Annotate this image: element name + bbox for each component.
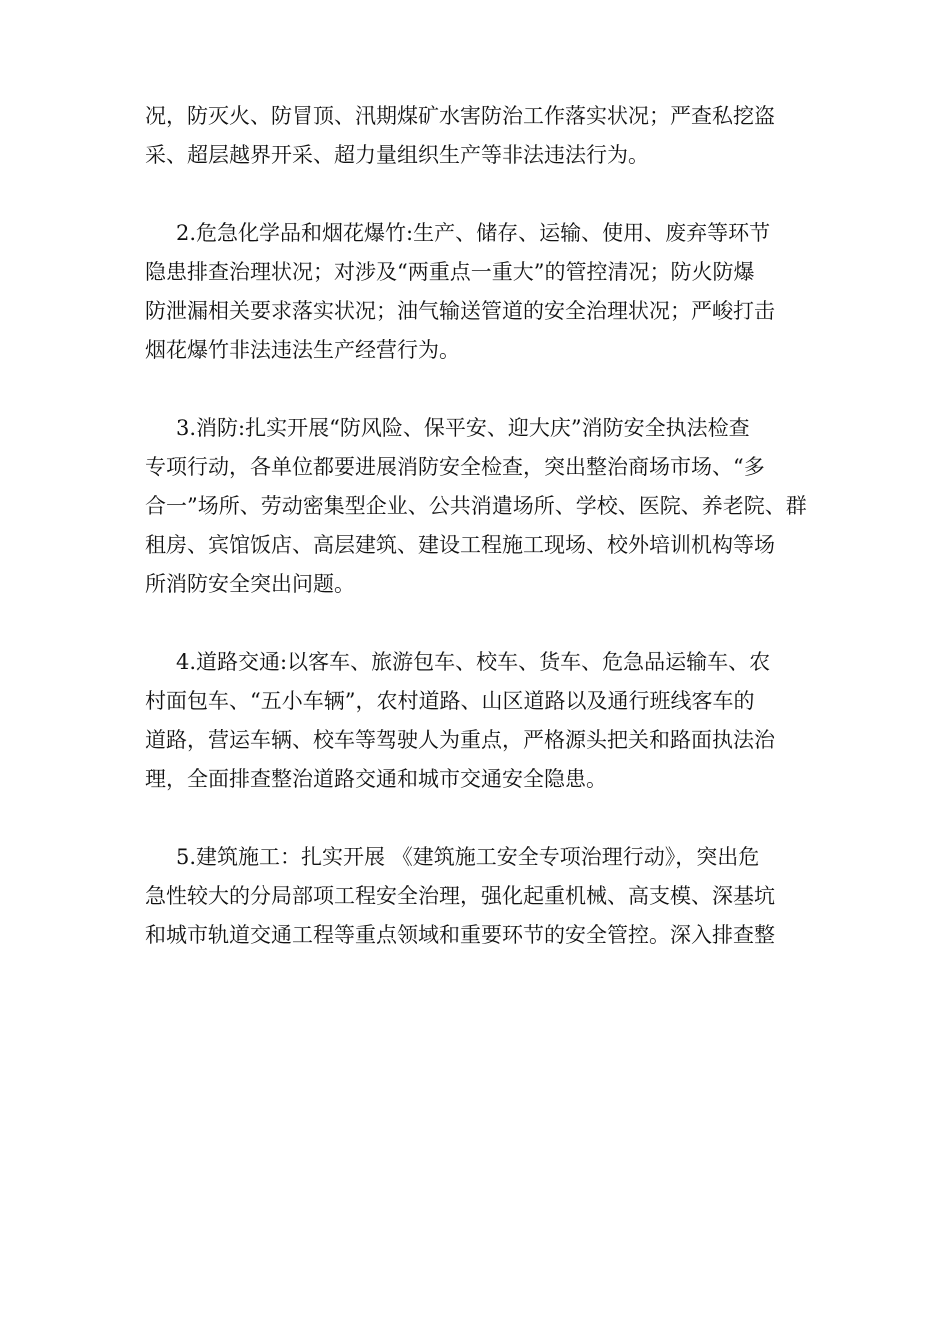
- text-line: 5.建筑施工：扎实开展 《建筑施工安全专项治理行动》，突出危: [176, 845, 760, 869]
- paragraph-construction: [145, 838, 825, 955]
- text-line: 村面包车、“五小车辆”，农村道路、山区道路以及通行班线客车的: [145, 689, 755, 713]
- paragraph-hazardous-chemicals: [145, 214, 825, 370]
- text-line: 2.危急化学品和烟花爆竹:生产、储存、运输、使用、废弃等环节: [176, 221, 771, 245]
- text-line: 烟花爆竹非法违法生产经营行为。: [145, 338, 460, 362]
- text-line: 4.道路交通:以客车、旅游包车、校车、货车、危急品运输车、农: [176, 650, 771, 674]
- text-line: 理，全面排查整治道路交通和城市交通安全隐患。: [145, 767, 607, 791]
- text-line: 采、超层越界开采、超力量组织生产等非法违法行为。: [145, 143, 649, 167]
- paragraph-road-traffic: [145, 643, 825, 799]
- document-body: [145, 97, 825, 955]
- text-line: 隐患排查治理状况；对涉及“两重点一重大”的管控清况；防火防爆: [145, 260, 755, 284]
- paragraph-coal-mine: [145, 97, 825, 175]
- text-line: 所消防安全突出问题。: [145, 572, 355, 596]
- text-line: 专项行动，各单位都要进展消防安全检查，突出整治商场市场、“多: [145, 455, 765, 479]
- text-line: 3.消防:扎实开展“防风险、保平安、迎大庆”消防安全执法检查: [176, 416, 750, 440]
- paragraph-spacer: [145, 799, 825, 838]
- text-line: 防泄漏相关要求落实状况；油气输送管道的安全治理状况；严峻打击: [145, 299, 775, 323]
- text-line: 急性较大的分局部项工程安全治理，强化起重机械、高支模、深基坑: [145, 884, 775, 908]
- paragraph-spacer: [145, 370, 825, 409]
- text-line: 租房、宾馆饭店、高层建筑、建设工程施工现场、校外培训机构等场: [145, 533, 775, 557]
- paragraph-fire-safety: [145, 409, 825, 604]
- text-line: 况，防灭火、防冒顶、汛期煤矿水害防治工作落实状况；严查私挖盗: [145, 104, 775, 128]
- text-line: 和城市轨道交通工程等重点领域和重要环节的安全管控。深入排查整: [145, 923, 775, 947]
- paragraph-spacer: [145, 175, 825, 214]
- text-line: 道路，营运车辆、校车等驾驶人为重点，严格源头把关和路面执法治: [145, 728, 775, 752]
- paragraph-spacer: [145, 604, 825, 643]
- text-line: 合一”场所、劳动密集型企业、公共消遣场所、学校、医院、养老院、群: [145, 494, 807, 518]
